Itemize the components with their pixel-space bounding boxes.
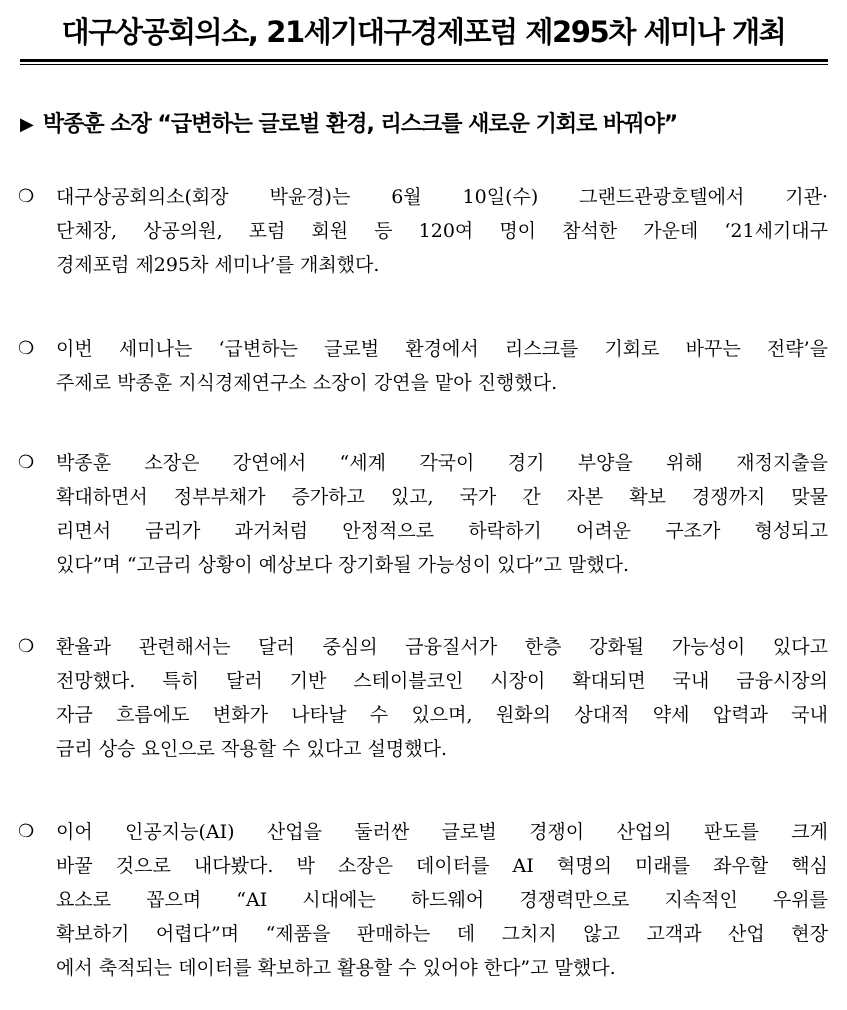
paragraph-1: [18, 180, 828, 282]
paragraph-3: [18, 446, 828, 582]
paragraph-line: 바꿀 것으로 내다봤다. 박 소장은 데이터를 AI 혁명의 미래를 좌우할 핵심: [56, 855, 828, 877]
paragraph-2: [18, 332, 828, 400]
title-rule-thin: [20, 64, 828, 65]
circle-bullet-icon: ❍: [18, 821, 35, 842]
paragraph-line: 이번 세미나는 ‘급변하는 글로벌 환경에서 리스크를 기회로 바꾸는 전략’을: [56, 338, 828, 360]
paragraph-line: 요소로 꼽으며 “AI 시대에는 하드웨어 경쟁력만으로 지속적인 우위를: [56, 889, 828, 911]
paragraph-line: 박종훈 소장은 강연에서 “세계 각국이 경기 부양을 위해 재정지출을: [56, 452, 828, 474]
paragraph-line: 에서 축적되는 데이터를 확보하고 활용할 수 있어야 한다”고 말했다.: [56, 957, 616, 979]
paragraph-line: 있다”며 “고금리 상황이 예상보다 장기화될 가능성이 있다”고 말했다.: [56, 554, 630, 576]
paragraph-5: [18, 815, 828, 985]
circle-bullet-icon: ❍: [18, 636, 35, 657]
paragraph-line: 확대하면서 정부부채가 증가하고 있고, 국가 간 자본 확보 경쟁까지 맞물: [56, 486, 828, 508]
paragraph-line: 이어 인공지능(AI) 산업을 둘러싼 글로벌 경쟁이 산업의 판도를 크게: [56, 821, 828, 843]
paragraph-line: 확보하기 어렵다”며 “제품을 판매하는 데 그치지 않고 고객과 산업 현장: [56, 923, 828, 945]
paragraph-line: 금리 상승 요인으로 작용할 수 있다고 설명했다.: [56, 738, 448, 760]
subheadline: [20, 108, 840, 142]
circle-bullet-icon: ❍: [18, 338, 35, 359]
title-rule-thick: [20, 59, 828, 62]
paragraph-line: 전망했다. 특히 달러 기반 스테이블코인 시장이 확대되면 국내 금융시장의: [56, 670, 828, 692]
paragraph-line: 자금 흐름에도 변화가 나타날 수 있으며, 원화의 상대적 약세 압력과 국내: [56, 704, 828, 726]
paragraph-line: 단체장, 상공의원, 포럼 회원 등 120여 명이 참석한 가운데 ‘21세기대구: [56, 220, 828, 242]
paragraph-line: 경제포럼 제295차 세미나’를 개최했다.: [56, 254, 380, 276]
paragraph-line: 대구상공회의소(회장 박윤경)는 6월 10일(수) 그랜드관광호텔에서 기관·: [56, 186, 828, 208]
circle-bullet-icon: ❍: [18, 186, 35, 207]
page-title: 대구상공회의소, 21세기대구경제포럼 제295차 세미나 개최: [61, 15, 786, 49]
paragraph-line: 주제로 박종훈 지식경제연구소 소장이 강연을 맡아 진행했다.: [56, 372, 558, 394]
subheadline-text: 박종훈 소장 “급변하는 글로벌 환경, 리스크를 새로운 기회로 바꿔야”: [42, 112, 678, 137]
triangle-marker-icon: ▶: [20, 114, 33, 135]
circle-bullet-icon: ❍: [18, 452, 35, 473]
paragraph-line: 환율과 관련해서는 달러 중심의 금융질서가 한층 강화될 가능성이 있다고: [56, 636, 828, 658]
paragraph-4: [18, 630, 828, 766]
paragraph-line: 리면서 금리가 과거처럼 안정적으로 하락하기 어려운 구조가 형성되고: [56, 520, 828, 542]
